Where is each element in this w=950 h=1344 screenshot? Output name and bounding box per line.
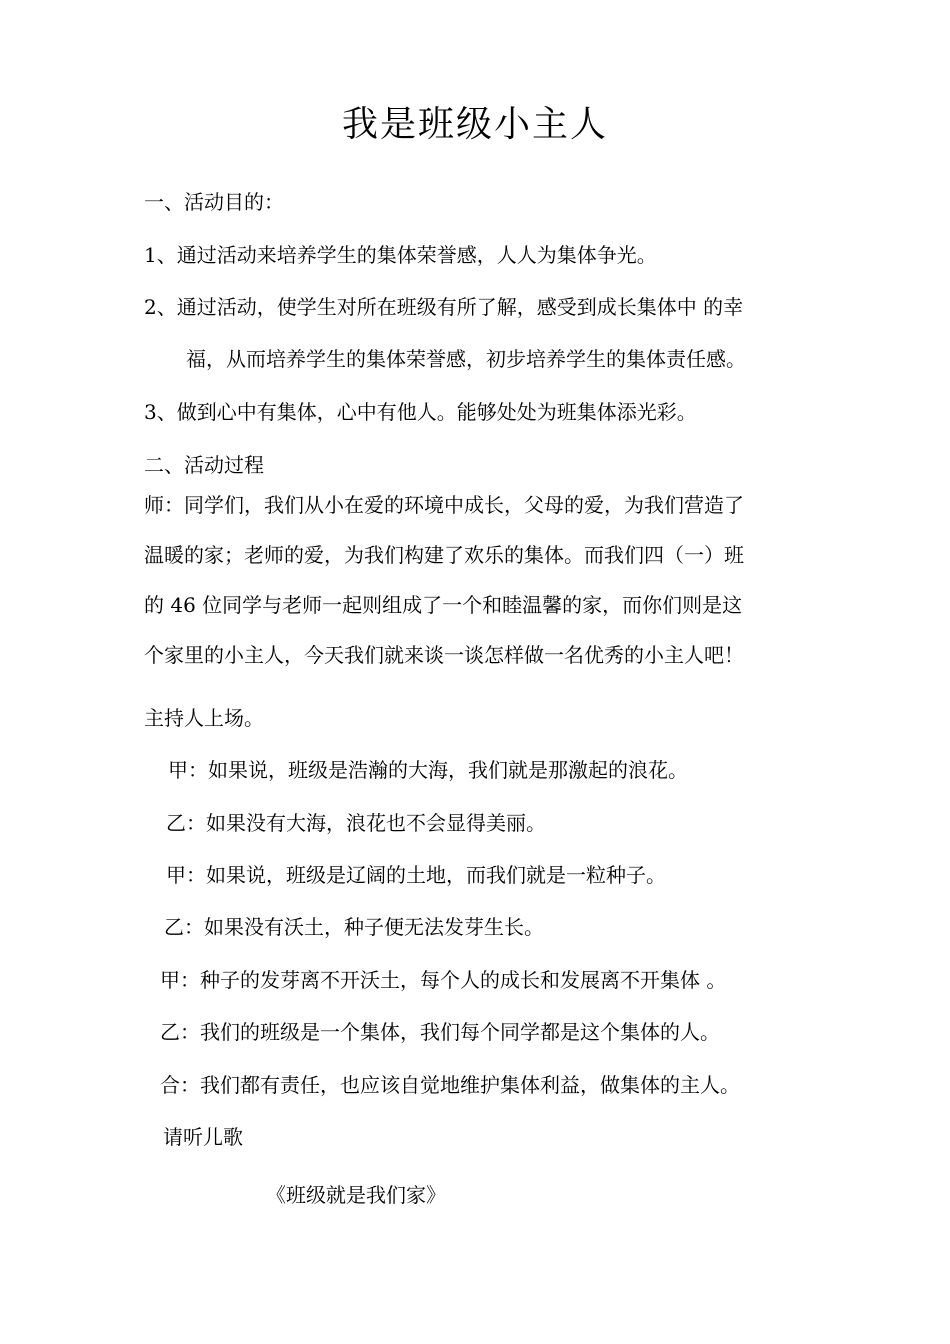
listen-song-label: 请听儿歌 [163,1125,243,1149]
dialogue-line: 甲：如果说，班级是浩瀚的大海，我们就是那激起的浪花。 [168,758,688,782]
dialogue-line: 合：我们都有责任，也应该自觉地维护集体利益，做集体的主人。 [160,1073,740,1097]
teacher-paragraph-line-4: 个家里的小主人，今天我们就来谈一谈怎样做一名优秀的小主人吧！ [144,643,744,667]
dialogue-line: 乙：我们的班级是一个集体，我们每个同学都是这个集体的人。 [160,1020,720,1044]
dialogue-line: 甲：种子的发芽离不开沃土，每个人的成长和发展离不开集体 。 [160,968,727,992]
teacher-paragraph-line-3: 的 46 位同学与老师一起则组成了一个和睦温馨的家，而你们则是这 [144,593,743,617]
song-title: 《班级就是我们家》 [266,1183,446,1207]
goal-item-2-line-2: 福，从而培养学生的集体荣誉感，初步培养学生的集体责任感。 [186,347,746,371]
teacher-paragraph-line-1: 师：同学们，我们从小在爱的环境中成长，父母的爱，为我们营造了 [144,493,744,517]
dialogue-line: 甲：如果说，班级是辽阔的土地，而我们就是一粒种子。 [166,863,666,887]
document-title: 我是班级小主人 [341,104,608,145]
goal-item-3: 3、做到心中有集体，心中有他人。能够处处为班集体添光彩。 [144,400,697,424]
host-intro: 主持人上场。 [144,706,264,730]
teacher-paragraph-line-2: 温暖的家；老师的爱，为我们构建了欢乐的集体。而我们四（一）班 [144,543,744,567]
section-heading-goals: 一、活动目的： [144,190,284,214]
section-heading-process: 二、活动过程 [144,453,264,477]
goal-item-1: 1、通过活动来培养学生的集体荣誉感，人人为集体争光。 [144,243,657,267]
dialogue-line: 乙：如果没有沃土，种子便无法发芽生长。 [164,915,544,939]
goal-item-2-line-1: 2、通过活动，使学生对所在班级有所了解，感受到成长集体中 的幸 [144,295,744,319]
dialogue-line: 乙：如果没有大海，浪花也不会显得美丽。 [166,811,546,835]
